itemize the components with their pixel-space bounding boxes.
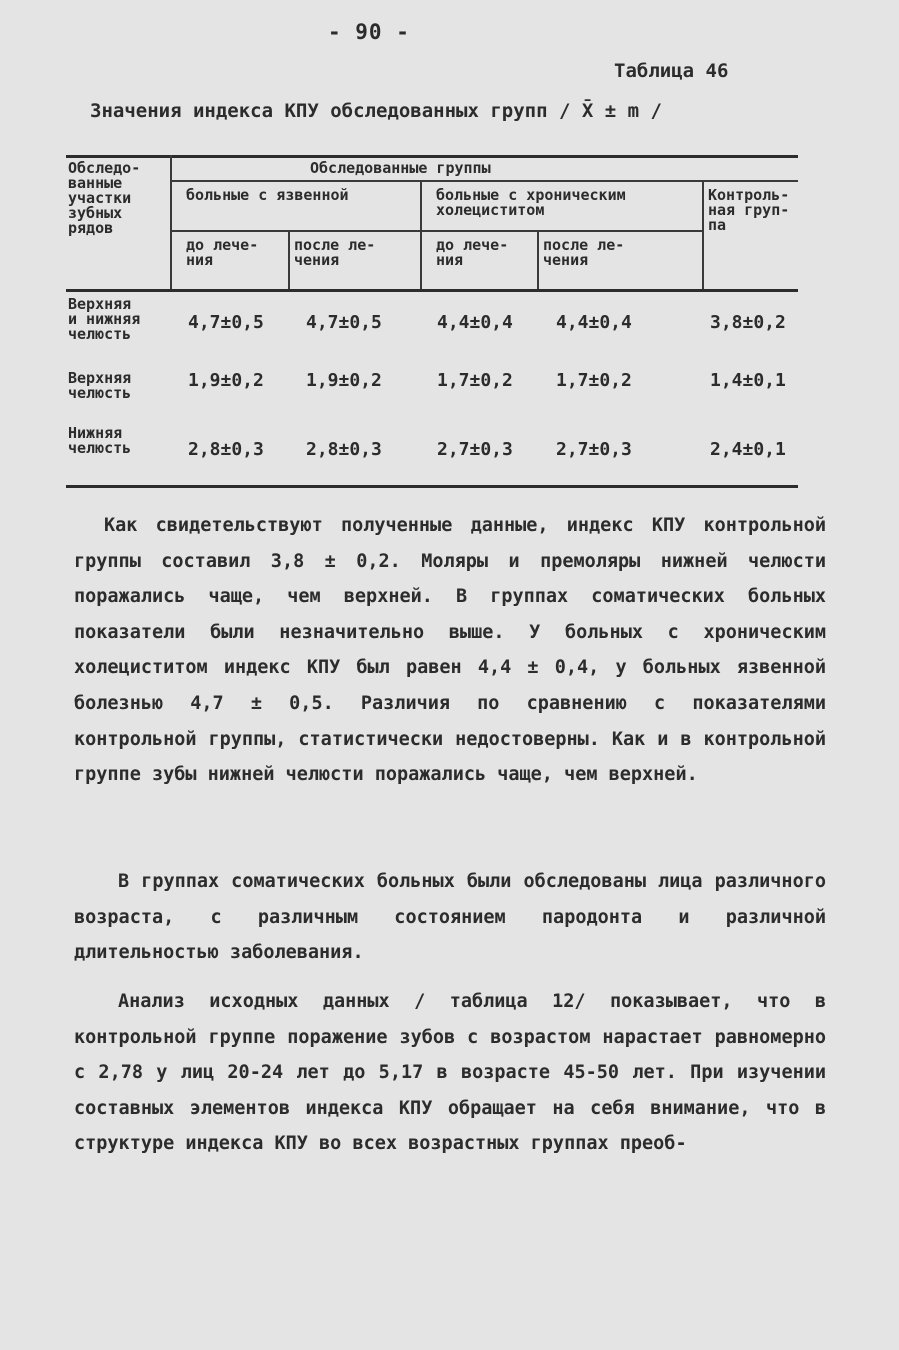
group-divider-2: [702, 182, 704, 289]
row-label-upper-jaw: Верхняя челюсть: [68, 371, 132, 401]
row-label-both-jaws: Верхняя и нижняя челюсть: [68, 297, 141, 342]
subgroup-divider-2: [537, 232, 539, 289]
subheader-before-2: до лече- ния: [436, 238, 509, 268]
table-number: Таблица 46: [614, 60, 729, 82]
subgroup-divider-1: [288, 232, 290, 289]
table-cell: 4,4±0,4: [556, 312, 632, 333]
top-header: Обследованные группы: [310, 161, 491, 176]
stub-header: Обследо- ванные участки зубных рядов: [68, 161, 141, 237]
subheader-after-1: после ле- чения: [294, 238, 376, 268]
row-label-lower-jaw: Нижняя челюсть: [68, 426, 132, 456]
table-cell: 1,7±0,2: [437, 370, 513, 391]
table-cell: 1,4±0,1: [710, 370, 786, 391]
table-cell: 1,7±0,2: [556, 370, 632, 391]
paragraph-1: Как свидетельствуют полученные данные, индекс КПУ контрольной группы составил 3,8 ± 0,2. Моляры и премоляры нижней челюсти поражались чаще, чем верхней. В группах соматических больных показатели были незначительно выше. У больных с хроническим холециститом индекс КПУ был равен 4,4 ± 0,4, у больных язвенной болезнью 4,7 ± 0,5. Различия по сравнению с показателями контрольной группы, статистически недостоверны. Как и в контрольной группе зубы нижней челюсти поражались чаще, чем верхней.: [74, 515, 826, 786]
table-caption: Значения индекса КПУ обследованных групп / X̄ ± m /: [90, 100, 662, 122]
subheader-divider: [172, 230, 702, 232]
table-cell: 2,7±0,3: [437, 439, 513, 460]
table-top-rule: [66, 155, 798, 158]
table-cell: 4,4±0,4: [437, 312, 513, 333]
group-header-control: Контроль- ная груп- па: [708, 188, 790, 233]
subheader-before-1: до лече- ния: [186, 238, 259, 268]
table-cell: 1,9±0,2: [188, 370, 264, 391]
group-header-cholecystitis: больные с хроническим холециститом: [436, 188, 626, 218]
group-header-ulcer: больные с язвенной: [186, 188, 349, 203]
table-cell: 2,7±0,3: [556, 439, 632, 460]
group-divider-1: [420, 182, 422, 289]
paragraph-3: Анализ исходных данных / таблица 12/ показывает, что в контрольной группе поражение зубов с возрастом нарастает равномерно с 2,78 у лиц 20-24 лет до 5,17 в возрасте 45-50 лет. При изучении составных элементов индекса КПУ обращает на себя внимание, что в структуре индекса КПУ во всех возрастных группах преоб-: [74, 991, 826, 1155]
table-cell: 2,8±0,3: [306, 439, 382, 460]
header-bottom-rule: [66, 289, 798, 292]
paragraph-2: В группах соматических больных были обследованы лица различного возраста, с различным состоянием пародонта и различной длительностью заболевания.: [74, 871, 826, 964]
table-cell: 3,8±0,2: [710, 312, 786, 333]
table-cell: 2,4±0,1: [710, 439, 786, 460]
table-cell: 2,8±0,3: [188, 439, 264, 460]
header-divider: [172, 180, 798, 182]
stub-divider: [170, 155, 172, 289]
table-bottom-rule: [66, 485, 798, 488]
subheader-after-2: после ле- чения: [543, 238, 625, 268]
page-number: - 90 -: [328, 20, 410, 44]
table-cell: 4,7±0,5: [188, 312, 264, 333]
table-cell: 4,7±0,5: [306, 312, 382, 333]
table-cell: 1,9±0,2: [306, 370, 382, 391]
